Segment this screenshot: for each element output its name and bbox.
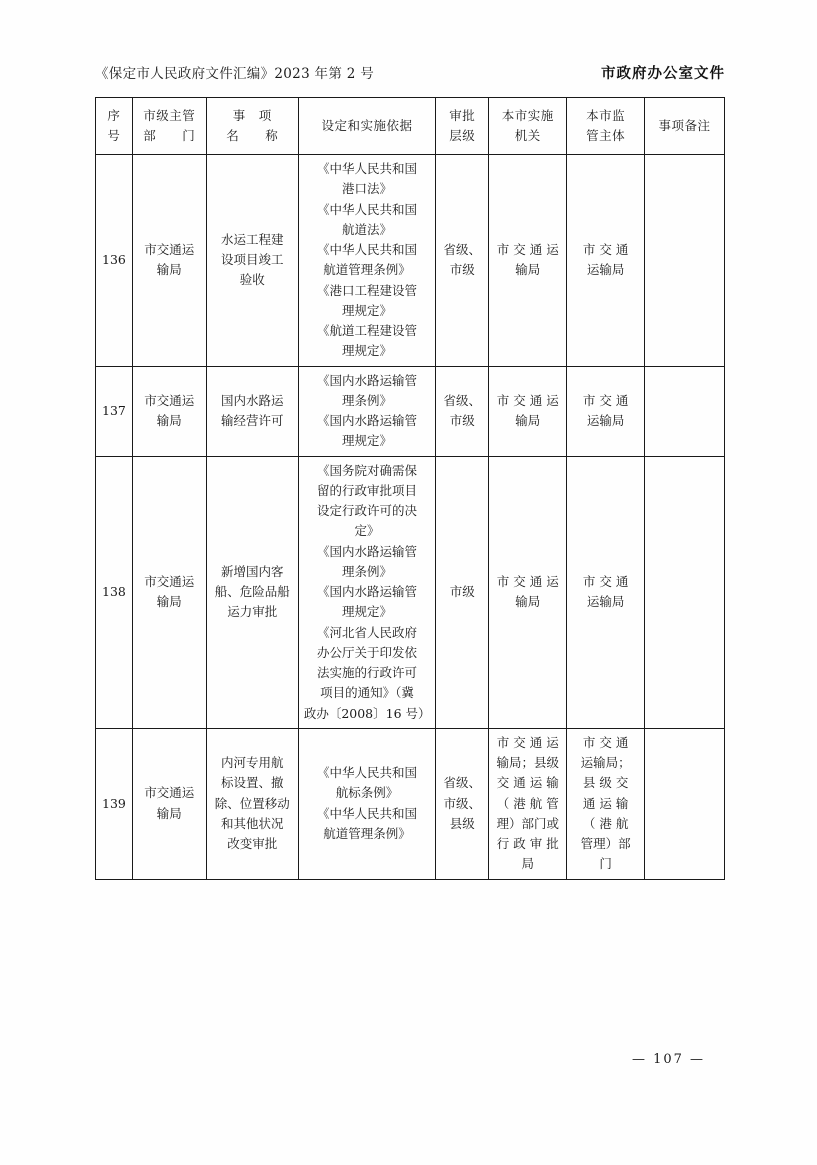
cell-line: 理条例》 [341, 392, 392, 408]
administrative-items-table [95, 97, 725, 880]
cell-seq: 139 [96, 728, 133, 879]
cell-line: 《国内水路运输管 [316, 413, 417, 428]
column-header-impl [489, 98, 567, 155]
column-header-remark [645, 98, 725, 155]
header-line: 管主体 [586, 128, 626, 143]
cell-line: 市 交 通 运 [496, 573, 559, 589]
cell-basis [298, 456, 435, 728]
cell-line: 留的行政审批项目 [316, 482, 417, 498]
cell-dept [132, 366, 206, 456]
cell-line: 《中华人民共和国 [316, 805, 417, 821]
header-line: 市级主管 [143, 107, 196, 123]
cell-dept [132, 456, 206, 728]
cell-lines [441, 240, 483, 281]
cell-lines [441, 582, 483, 602]
cell-lines [572, 391, 639, 432]
header-line: 机关 [514, 128, 541, 143]
cell-line: 理条例》 [341, 563, 392, 579]
cell-lines [212, 230, 293, 291]
cell-line: 《中华人民共和国 [316, 242, 417, 257]
cell-line: 设定行政许可的决 [316, 503, 417, 518]
cell-line: 运力审批 [227, 604, 278, 620]
cell-lines [138, 240, 201, 281]
cell-line: 项目的通知》（冀 [320, 685, 414, 701]
cell-line: 运输局 [586, 262, 625, 278]
cell-line: 运输局 [586, 413, 625, 428]
cell-line: 行 政 审 批 [496, 836, 559, 851]
cell-line: 理规定》 [341, 343, 392, 359]
cell-line: 《中华人民共和国 [316, 201, 417, 217]
cell-line: 《国内水路运输管 [316, 372, 417, 388]
cell-remark [645, 728, 725, 879]
cell-line: 《国内水路运输管 [316, 543, 417, 559]
cell-lines [138, 391, 201, 432]
page-footer [0, 1052, 817, 1067]
cell-line: 航道法》 [341, 221, 392, 237]
column-header-item [206, 98, 298, 155]
cell-line: 输局 [515, 413, 541, 428]
cell-basis [298, 366, 435, 456]
column-header-dept [132, 98, 206, 155]
cell-lines [212, 753, 293, 854]
cell-line: （ 港 航 管 [496, 795, 559, 811]
cell-line: 市 交 通 [582, 734, 629, 750]
cell-lines [441, 773, 483, 834]
cell-line: 局 [521, 856, 535, 872]
cell-impl [489, 728, 567, 879]
header-lines-level [441, 106, 483, 147]
cell-remark [645, 366, 725, 456]
cell-line: 县级 [449, 815, 475, 831]
page-number: — 107 — [631, 1052, 706, 1067]
cell-line: 市级、 [443, 795, 481, 811]
header-lines-remark [650, 116, 719, 136]
header-lines-impl [494, 106, 561, 147]
cell-lines [572, 240, 639, 281]
header-line: 名 称 [226, 128, 279, 143]
cell-dept [132, 728, 206, 879]
cell-line: 港口法》 [341, 181, 392, 197]
header-line: 序 [107, 107, 121, 123]
table-header-row [96, 98, 725, 155]
cell-line: 验收 [239, 272, 265, 288]
cell-line: 县 级 交 [582, 775, 629, 791]
cell-line: 理规定》 [341, 433, 392, 449]
cell-item [206, 456, 298, 728]
cell-line: 市交通运 [144, 573, 195, 589]
cell-line: 理规定》 [341, 604, 392, 620]
cell-impl [489, 366, 567, 456]
cell-line: 运输局 [586, 594, 625, 610]
cell-dept [132, 155, 206, 367]
cell-line: 输局 [156, 262, 182, 278]
cell-line: 输局；县级 [496, 755, 560, 770]
cell-lines [304, 371, 430, 452]
cell-seq: 138 [96, 456, 133, 728]
cell-lines [494, 240, 561, 281]
page-header [95, 62, 725, 83]
cell-line: 市 交 通 运 [496, 734, 559, 750]
cell-level [436, 155, 489, 367]
cell-line: 和其他状况 [220, 815, 284, 831]
header-line: 事 项 [232, 107, 272, 123]
table-body [96, 155, 725, 880]
header-lines-dept [138, 106, 201, 147]
column-header-seq [96, 98, 133, 155]
cell-super [567, 366, 645, 456]
cell-lines [212, 562, 293, 623]
cell-line: 《港口工程建设管 [316, 282, 417, 298]
table-row [96, 456, 725, 728]
cell-impl [489, 155, 567, 367]
cell-lines [304, 461, 430, 724]
header-line: 本市实施 [501, 107, 554, 123]
cell-line: 航道管理条例》 [323, 262, 411, 278]
cell-line: 《河北省人民政府 [316, 624, 417, 640]
cell-lines [572, 572, 639, 613]
cell-line: 水运工程建 [220, 231, 284, 247]
cell-item [206, 366, 298, 456]
cell-lines [494, 572, 561, 613]
cell-line: 船、危险品船 [214, 584, 290, 599]
cell-super [567, 155, 645, 367]
table-row [96, 728, 725, 879]
cell-line: 输局 [156, 594, 182, 610]
header-lines-super [572, 106, 639, 147]
cell-line: 理规定》 [341, 302, 392, 318]
cell-super [567, 728, 645, 879]
cell-line: 省级、 [443, 242, 481, 257]
cell-level [436, 728, 489, 879]
table-row [96, 155, 725, 367]
cell-line: 交 通 运 输 [496, 775, 559, 791]
cell-line: 市级 [449, 262, 475, 278]
cell-line: 《国务院对确需保 [316, 462, 417, 478]
cell-line: 输局 [156, 805, 182, 821]
cell-line: 运输局； [580, 755, 631, 770]
cell-lines [304, 159, 430, 362]
cell-line: 省级、 [443, 392, 481, 408]
cell-line: 改变审批 [227, 836, 278, 851]
cell-basis [298, 155, 435, 367]
cell-line: 法实施的行政许可 [316, 665, 417, 680]
cell-line: 《国内水路运输管 [316, 584, 417, 599]
cell-line: 《中华人民共和国 [316, 765, 417, 781]
cell-line: 市级 [449, 584, 475, 599]
header-line: 设定和实施依据 [321, 117, 413, 133]
cell-line: 国内水路运 [220, 392, 284, 408]
cell-line: 政办〔2008〕16 号） [303, 705, 431, 721]
cell-item [206, 728, 298, 879]
header-collection-title: 《保定市人民政府文件汇编》2023 年第 2 号 [95, 66, 375, 82]
cell-level [436, 456, 489, 728]
cell-line: 定》 [354, 523, 380, 539]
header-lines-basis [304, 116, 430, 136]
cell-line: 输局 [515, 594, 541, 610]
cell-line: 省级、 [443, 775, 481, 791]
cell-line: 输经营许可 [220, 413, 284, 428]
cell-line: 理）部门或 [496, 815, 560, 831]
cell-line: 标设置、撤 [220, 775, 284, 791]
cell-line: 市交通运 [144, 785, 195, 801]
cell-line: 《航道工程建设管 [316, 323, 417, 338]
cell-line: 除、位置移动 [214, 795, 290, 811]
cell-line: 市级 [449, 413, 475, 428]
cell-line: 新增国内客 [220, 563, 284, 579]
cell-line: 市交通运 [144, 242, 195, 257]
cell-line: 设项目竣工 [220, 252, 284, 268]
cell-line: 管理）部 [580, 836, 631, 851]
cell-seq: 136 [96, 155, 133, 367]
header-lines-seq [101, 106, 127, 147]
cell-level [436, 366, 489, 456]
cell-line: 输局 [156, 413, 182, 428]
cell-line: 办公厅关于印发依 [316, 644, 417, 660]
column-header-level [436, 98, 489, 155]
header-line: 审批 [449, 107, 476, 123]
cell-line: 内河专用航 [220, 755, 284, 770]
header-line: 号 [107, 128, 121, 143]
cell-remark [645, 456, 725, 728]
cell-lines [138, 783, 201, 824]
cell-impl [489, 456, 567, 728]
header-line: 事项备注 [658, 117, 711, 133]
cell-item [206, 155, 298, 367]
cell-lines [304, 763, 430, 844]
cell-line: 门 [599, 856, 612, 872]
column-header-super [567, 98, 645, 155]
table-row [96, 366, 725, 456]
header-line: 层级 [449, 128, 476, 143]
cell-lines [212, 391, 293, 432]
cell-lines [494, 391, 561, 432]
cell-line: 市 交 通 运 [496, 242, 559, 257]
cell-line: 市 交 通 运 [496, 392, 559, 408]
cell-line: 市 交 通 [582, 573, 629, 589]
cell-remark [645, 155, 725, 367]
header-line: 部 门 [143, 128, 196, 143]
cell-line: 航道管理条例》 [323, 825, 411, 841]
cell-line: 输局 [515, 262, 541, 278]
cell-seq: 137 [96, 366, 133, 456]
header-lines-item [212, 106, 293, 147]
cell-lines [494, 733, 561, 875]
cell-super [567, 456, 645, 728]
cell-line: 市交通运 [144, 392, 195, 408]
cell-lines [138, 572, 201, 613]
header-document-title: 市政府办公室文件 [601, 66, 725, 82]
cell-line: 《中华人民共和国 [316, 161, 417, 176]
cell-line: 通 运 输 [582, 795, 629, 811]
cell-lines [572, 733, 639, 875]
column-header-basis [298, 98, 435, 155]
cell-line: 市 交 通 [582, 392, 629, 408]
cell-basis [298, 728, 435, 879]
cell-line: 航标条例》 [335, 785, 399, 801]
cell-line: 市 交 通 [582, 242, 629, 257]
cell-lines [441, 391, 483, 432]
header-line: 本市监 [586, 107, 626, 123]
cell-line: （ 港 航 [582, 815, 629, 831]
